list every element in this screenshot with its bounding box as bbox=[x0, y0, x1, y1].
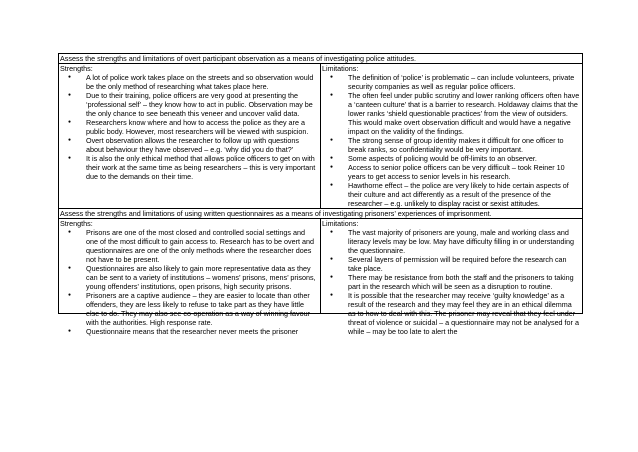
strengths-label: Strengths: bbox=[60, 64, 93, 73]
strengths-list bbox=[60, 73, 318, 181]
assessment-table bbox=[58, 53, 583, 336]
list-item: ● Due to their training, police officers are very good at presenting the ‘professional self’ – they know how to act in public. Observation may be the only chance to see beneath this veneer and uncover valid data. bbox=[86, 91, 318, 118]
section-title: Assess the strengths and limitations of using written questionnaires as a means of investigating prisoners’ experiences of imprisonment. bbox=[59, 209, 583, 219]
list-item: ● Access to senior police officers can be very difficult – took Reiner 10 years to get access to senior levels in his research. bbox=[348, 163, 580, 181]
strengths-label: Strengths: bbox=[60, 219, 93, 228]
list-item: ● It is also the only ethical method that allows police officers to get on with their work at the same time as being researchers – this is very important due to the demands on their time. bbox=[86, 154, 318, 181]
limitations-label: Limitations: bbox=[322, 64, 359, 73]
list-item: ● The often feel under public scrutiny and lower ranking officers often have a ‘canteen culture’ that is a barrier to research. Holdaway claims that the lower ranks ‘shield questionable practices’ from the view of outsiders. This would make overt observation difficult and would have a negative impact on the validity of the findings. bbox=[348, 91, 580, 136]
list-item: ● The strong sense of group identity makes it difficult for one officer to break ranks, so confidentiality would be very important. bbox=[348, 136, 580, 154]
list-item: ● Several layers of permission will be required before the research can take place. bbox=[348, 255, 580, 273]
list-item: ● Some aspects of policing would be off-limits to an observer. bbox=[348, 154, 580, 163]
strengths-list bbox=[60, 228, 318, 336]
limitations-label: Limitations: bbox=[322, 219, 359, 228]
strengths-cell bbox=[59, 219, 321, 336]
list-item: ● It is possible that the researcher may receive ‘guilty knowledge’ as a result of the research and they may feel they are in an ethical dilemma as to how to deal with this. The prisoner may reveal that they feel under threat of violence or suicidal – a questionnaire may not be analysed for a while – may be too late to alert the bbox=[348, 291, 580, 336]
document-page bbox=[58, 53, 582, 336]
list-item: ● The definition of ‘police’ is problematic – can include volunteers, private security companies as well as regular police officers. bbox=[348, 73, 580, 91]
limitations-list bbox=[322, 228, 580, 336]
limitations-cell bbox=[321, 219, 583, 336]
section-title: Assess the strengths and limitations of overt participant observation as a means of investigating police attitudes. bbox=[59, 54, 583, 64]
list-item: ● Researchers know where and how to access the police as they are a public body. However, most researchers will be viewed with suspicion. bbox=[86, 118, 318, 136]
section-1-content-row bbox=[59, 64, 583, 209]
section-1-title-row bbox=[59, 54, 583, 64]
list-item: ● A lot of police work takes place on the streets and so observation would be the only method of researching what takes place here. bbox=[86, 73, 318, 91]
list-item: ● Questionnaire means that the researcher never meets the prisoner bbox=[86, 327, 318, 336]
list-item: ● Hawthorne effect – the police are very likely to hide certain aspects of their culture and act differently as a result of the presence of the researcher – e.g. unlikely to display racist or sexist attitudes. bbox=[348, 181, 580, 208]
limitations-list bbox=[322, 73, 580, 208]
list-item: ● The vast majority of prisoners are young, male and working class and literacy levels may be low. May have difficulty filling in or understanding the questionnaire. bbox=[348, 228, 580, 255]
list-item: ● Prisoners are a captive audience – they are easier to locate than other offenders, they are less likely to refuse to take part as they have little else to do. They may also see co-operation as a way of winning favour with the authorities. High response rate. bbox=[86, 291, 318, 327]
list-item: ● There may be resistance from both the staff and the prisoners to taking part in the research which will be seen as a disruption to routine. bbox=[348, 273, 580, 291]
section-2-content-row bbox=[59, 219, 583, 314]
list-item: ● Questionnaires are also likely to gain more representative data as they can be sent to a variety of institutions – womens’ prisons, mens’ prisons, young offenders’ institutions, open prisons, high security prisons. bbox=[86, 264, 318, 291]
list-item: ● Prisons are one of the most closed and controlled social settings and one of the most difficult to gain access to. Research has to be overt and questionnaires are one of the only methods where the researcher does not have to be present. bbox=[86, 228, 318, 264]
section-2-title-row bbox=[59, 209, 583, 219]
limitations-cell bbox=[321, 64, 583, 209]
strengths-cell bbox=[59, 64, 321, 209]
list-item: ● Overt observation allows the researcher to follow up with questions about behaviour they have observed – e.g. ‘why did you do that?’ bbox=[86, 136, 318, 154]
